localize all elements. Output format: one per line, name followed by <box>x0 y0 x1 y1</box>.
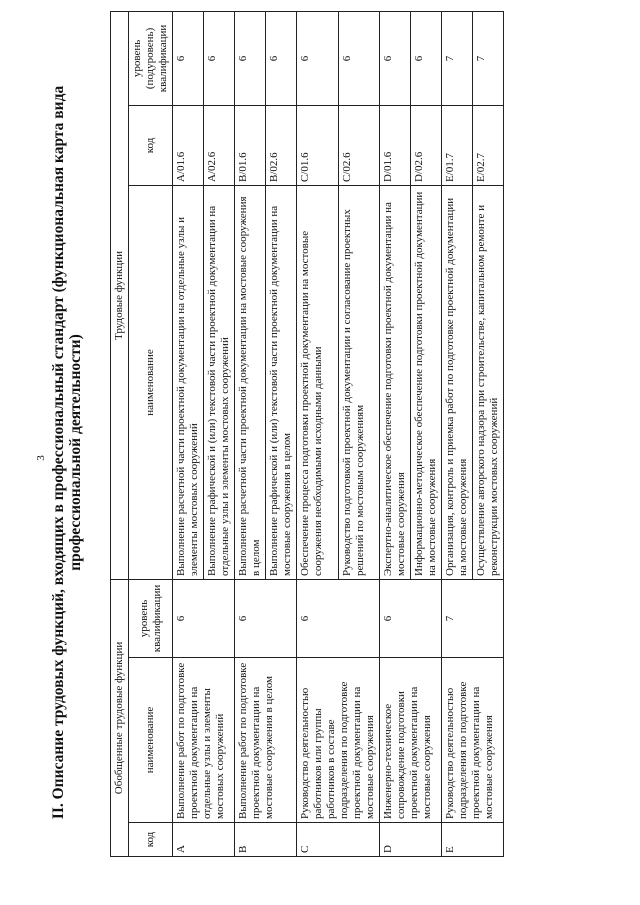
header-row-1 <box>111 11 129 856</box>
table-row <box>235 11 266 856</box>
generalized-function-code: B <box>235 823 297 857</box>
labor-function-name: Выполнение графической и (или) текстовой части проектной документации на отдельные узлы и элементы мостовых сооружений <box>204 185 235 579</box>
labor-function-name: Осуществление авторского надзора при строительстве, капитальном ремонте и реконструкции мостовых сооружений <box>473 185 504 579</box>
labor-function-level: 6 <box>411 11 442 105</box>
labor-function-code: E/01.7 <box>442 105 473 185</box>
labor-function-level: 6 <box>380 11 411 105</box>
labor-function-code: E/02.7 <box>473 105 504 185</box>
labor-function-code: D/01.6 <box>380 105 411 185</box>
labor-function-name: Информационно-методическое обеспечение подготовки проектной документации на мостовые сооружения <box>411 185 442 579</box>
labor-function-name: Организация, контроль и приемка работ по подготовке проектной документации на мостовые сооружения <box>442 185 473 579</box>
labor-function-level: 6 <box>266 11 297 105</box>
generalized-function-name: Выполнение работ по подготовке проектной документации на мостовые сооружения в целом <box>235 658 297 823</box>
generalized-function-level: 6 <box>380 579 442 657</box>
func-level-header: уровень (подуровень) квалификации <box>129 11 173 105</box>
labor-function-level: 6 <box>173 11 204 105</box>
generalized-function-level: 6 <box>235 579 297 657</box>
labor-function-name: Обеспечение процесса подготовки проектной документации на мостовые сооружения необходимыми исходными данными <box>297 185 339 579</box>
section-title: II. Описание трудовых функций, входящих в профессиональный стандарт (функциональная карта вида профессиональной деятельности) <box>50 85 84 820</box>
generalized-function-code: A <box>173 823 235 857</box>
generalized-function-code: D <box>380 823 442 857</box>
labor-function-code: A/01.6 <box>173 105 204 185</box>
labor-function-level: 6 <box>204 11 235 105</box>
labor-function-name: Экспертно-аналитическое обеспечение подготовки проектной документации на мостовые сооружения <box>380 185 411 579</box>
generalized-function-name: Инженерно-техническое сопровождение подготовки проектной документации на мостовые сооружения <box>380 658 442 823</box>
generalized-function-name: Выполнение работ по подготовке проектной документации на отдельные узлы и элементы мостовых сооружений <box>173 658 235 823</box>
generalized-function-code: C <box>297 823 380 857</box>
func-code-header: код <box>129 105 173 185</box>
labor-function-level: 7 <box>442 11 473 105</box>
generalized-function-level: 6 <box>173 579 235 657</box>
labor-function-level: 7 <box>473 11 504 105</box>
func-name-header: наименование <box>129 185 173 579</box>
table-body <box>173 11 504 856</box>
labor-function-name: Выполнение расчетной части проектной документации на мостовые сооружения в целом <box>235 185 266 579</box>
gen-level-header: уровень квалификации <box>129 579 173 657</box>
functional-map-table <box>110 11 504 857</box>
generalized-function-code: E <box>442 823 504 857</box>
generalized-functions-header: Обобщенные трудовые функции <box>111 579 129 856</box>
labor-function-level: 6 <box>235 11 266 105</box>
labor-function-name: Выполнение расчетной части проектной документации на отдельные узлы и элементы мостовых сооружений <box>173 185 204 579</box>
generalized-function-level: 7 <box>442 579 504 657</box>
table-row <box>173 11 204 856</box>
generalized-function-name: Руководство деятельностью работников или группы работников в составе подразделения по подготовке проектной документации на мостовые сооружения <box>297 658 380 823</box>
header-row-2 <box>129 11 173 856</box>
labor-function-level: 6 <box>297 11 339 105</box>
labor-function-level: 6 <box>338 11 380 105</box>
functional-map-table-frame <box>110 12 610 857</box>
labor-function-name: Руководство подготовкой проектной документации и согласование проектных решений по мостовым сооружениям <box>338 185 380 579</box>
labor-function-code: B/02.6 <box>266 105 297 185</box>
gen-name-header: наименование <box>129 658 173 823</box>
labor-function-code: D/02.6 <box>411 105 442 185</box>
table-row <box>380 11 411 856</box>
table-row <box>297 11 339 856</box>
labor-function-name: Выполнение графической и (или) текстовой части проектной документации на мостовые сооружения в целом <box>266 185 297 579</box>
labor-functions-header: Трудовые функции <box>111 11 129 579</box>
generalized-function-level: 6 <box>297 579 380 657</box>
page-number: 3 <box>34 455 47 461</box>
labor-function-code: B/01.6 <box>235 105 266 185</box>
labor-function-code: C/02.6 <box>338 105 380 185</box>
labor-function-code: A/02.6 <box>204 105 235 185</box>
generalized-function-name: Руководство деятельностью подразделения по подготовке проектной документации на мостовые сооружения <box>442 658 504 823</box>
labor-function-code: C/01.6 <box>297 105 339 185</box>
gen-code-header: код <box>129 823 173 857</box>
table-row <box>442 11 473 856</box>
